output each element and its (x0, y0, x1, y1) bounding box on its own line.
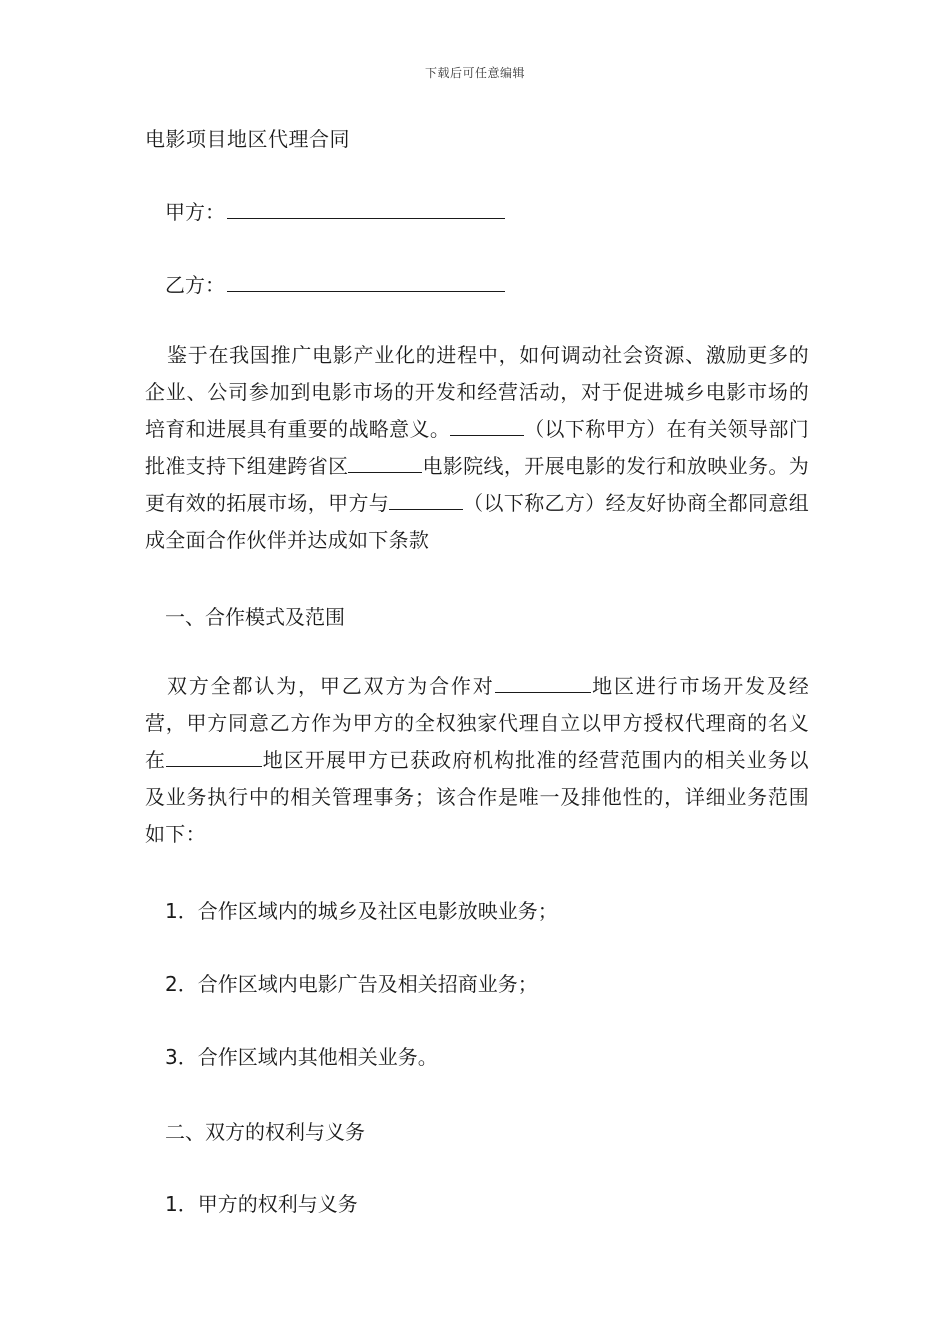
party-a-line (165, 196, 505, 225)
section-1-text-2: 地区进行市场开发及经营，甲方同意乙方作为甲方的全权独家代理自立以甲方授权代理商的名义在 (145, 674, 810, 772)
section-1-heading: 一、合作模式及范围 (165, 605, 345, 629)
section-1-blank-2 (166, 748, 262, 767)
section-1-text-1: 双方全都认为，甲乙双方为合作对 (167, 674, 495, 698)
section-1-blank-1 (495, 674, 591, 693)
preamble-blank-1 (450, 417, 524, 436)
document-title: 电影项目地区代理合同 (145, 127, 350, 151)
section-1-paragraph (145, 668, 809, 853)
section-1-text-3: 地区开展甲方已获政府机构批准的经营范围内的相关业务以及业务执行中的相关管理事务；该合作是唯一及排他性的，详细业务范围如下： (145, 748, 809, 846)
party-b-label: 乙方： (165, 273, 225, 297)
list-item: 1．合作区域内的城乡及社区电影放映业务； (165, 899, 558, 923)
preamble-blank-3 (389, 491, 463, 510)
list-item: 2．合作区域内电影广告及相关招商业务； (165, 972, 538, 996)
section-2-heading: 二、双方的权利与义务 (165, 1120, 365, 1144)
section-2-subheading: 1．甲方的权利与义务 (165, 1192, 358, 1216)
party-b-line (165, 269, 505, 298)
preamble-paragraph (145, 337, 809, 559)
party-b-blank (227, 273, 505, 292)
preamble-text-1: 鉴于在我国推广电影产业化的进程中，如何调动社会资源、激励更多的企业、公司参加到电影市场的开发和经营活动，对于促进城乡电影市场的培育和进展具有重要的战略意义。 (145, 343, 809, 441)
preamble-blank-2 (348, 454, 422, 473)
preamble-text-4: （以下称乙方）经友好协商全都同意组成全面合作伙伴并达成如下条款 (145, 491, 809, 552)
header-note: 下载后可任意编辑 (424, 66, 525, 80)
preamble-text-3: 电影院线，开展电影的发行和放映业务。为更有效的拓展市场，甲方与 (145, 454, 810, 515)
list-item: 3．合作区域内其他相关业务。 (165, 1045, 438, 1069)
preamble-text-2: （以下称甲方）在有关领导部门批准支持下组建跨省区 (145, 417, 809, 478)
party-a-label: 甲方： (165, 200, 225, 224)
party-a-blank (227, 200, 505, 219)
